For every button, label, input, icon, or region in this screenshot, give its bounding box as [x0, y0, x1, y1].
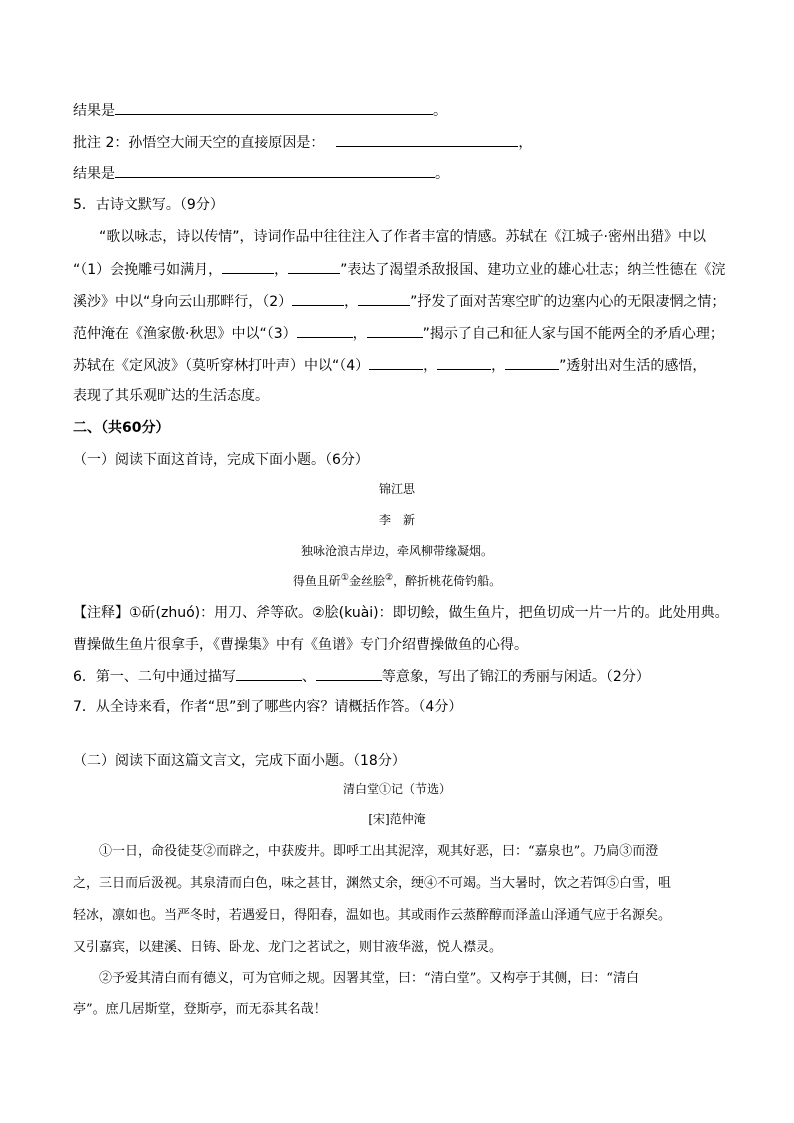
- text: “（1）会挽雕弓如满月，: [73, 262, 223, 278]
- q5-line-6: 表现了其乐观旷达的生活态度。: [73, 388, 269, 404]
- q5-line-1: “歌以咏志，诗以传情”，诗词作品中往往注入了作者丰富的情感。苏轼在《江城子·密州出猎》中以: [99, 229, 706, 245]
- result-line-1: [73, 100, 447, 121]
- answer-blank[interactable]: [505, 355, 559, 370]
- q6-line: [73, 666, 650, 687]
- prose-p1-line-4: 又引嘉宾，以建溪、日铸、卧龙、龙门之茗试之，则甘液华滋，悦人襟灵。: [73, 940, 503, 955]
- text: 得鱼且斫: [292, 574, 341, 588]
- prose-intro: （二）阅读下面这篇文言文，完成下面小题。（18分）: [73, 753, 406, 769]
- prose-title: 清白堂①记（节选）: [342, 782, 451, 796]
- punct: 。: [433, 103, 447, 119]
- poem-line-1: 独咏沧浪古岸边，牵风柳带缘凝烟。: [300, 544, 493, 558]
- q5-line-5: [73, 355, 706, 376]
- q5-line-4: [73, 323, 724, 344]
- result-label: 结果是: [73, 166, 115, 182]
- answer-blank[interactable]: [288, 259, 340, 274]
- text: ，醉折桃花倚钓船。: [393, 574, 502, 588]
- text: 6．第一、二句中通过描写: [73, 669, 236, 685]
- section-title: 二、（共60分）: [73, 420, 170, 436]
- poem-title: 锦江思: [378, 482, 415, 496]
- punct: 、: [301, 669, 316, 685]
- text: 苏轼在《定风波》（莫听穿林打叶声）中以“（4）: [73, 358, 370, 374]
- footnote-marker: ①: [340, 573, 349, 583]
- prose-p2-line-1: ②予爱其清白而有德义，可为官师之规。因署其堂，曰：“清白堂”。又构亭于其侧，曰：“清白: [99, 971, 639, 986]
- prose-p2-line-2: 亭”。庶几居斯堂，登斯亭，而无忝其名哉！: [73, 1002, 327, 1017]
- punct: ，: [423, 358, 438, 374]
- result-label: 结果是: [73, 103, 115, 119]
- poem-note-1: 【注释】①斫(zhuó)：用刀、斧等砍。②脍(kuài)：即切鲙，做生鱼片，把鱼切成一片一片的。此处用典。: [73, 605, 729, 621]
- answer-blank[interactable]: [367, 323, 423, 338]
- footnote-marker: ②: [385, 573, 394, 583]
- answer-blank[interactable]: [297, 323, 353, 338]
- prose-p1-line-1: ①一日，命役徒芟②而辟之，中获废井。即呼工出其泥滓，观其好恶，曰：“嘉泉也”。乃扃③而澄: [99, 844, 659, 859]
- q5-title: 5．古诗文默写。（9分）: [73, 197, 224, 213]
- punct: ，: [344, 294, 359, 310]
- note2-label: 批注 2：孙悟空大闹天空的直接原因是：: [73, 135, 325, 151]
- note2-line: [73, 132, 532, 153]
- poem-note-2: 曹操做生鱼片很拿手，《曹操集》中有《鱼谱》专门介绍曹操做鱼的心得。: [73, 637, 528, 653]
- answer-blank[interactable]: [336, 132, 518, 147]
- prose-p1-line-2: 之，三日而后汲视。其泉清而白色，味之甚甘，渊然丈余，绠④不可竭。当大暑时，饮之若饵⑤白雪，咀: [73, 876, 672, 891]
- prose-author: [宋]范仲淹: [368, 812, 426, 826]
- answer-blank[interactable]: [358, 291, 410, 306]
- q5-line-3: [73, 291, 725, 312]
- q7-line: 7．从全诗来看，作者“思”到了哪些内容？请概括作答。（4分）: [73, 699, 463, 715]
- answer-blank[interactable]: [292, 291, 344, 306]
- answer-blank[interactable]: [369, 355, 423, 370]
- text: 溪沙》中以“身向云山那畔行，（2）: [73, 294, 293, 310]
- result-line-2: [73, 163, 449, 184]
- text: 范仲淹在《渔家傲·秋思》中以“（3）: [73, 326, 297, 342]
- answer-blank[interactable]: [115, 100, 433, 115]
- poem-line-2: [0, 572, 794, 589]
- punct: 。: [435, 166, 449, 182]
- text: ”揭示了自己和征人家与国不能两全的矛盾心理；: [422, 326, 724, 342]
- text: 等意象，写出了锦江的秀丽与闲适。（2分）: [381, 669, 650, 685]
- answer-blank[interactable]: [222, 259, 274, 274]
- poem-author: 李 新: [378, 513, 415, 527]
- punct: ，: [491, 358, 506, 374]
- punct: ，: [274, 262, 289, 278]
- poem-intro: （一）阅读下面这首诗，完成下面小题。（6分）: [73, 452, 369, 468]
- answer-blank[interactable]: [236, 666, 302, 681]
- punct: ，: [518, 135, 533, 151]
- answer-blank[interactable]: [437, 355, 491, 370]
- text: 金丝脍: [348, 574, 385, 588]
- text: ”抒发了面对苦寒空旷的边塞内心的无限凄惘之情；: [410, 294, 726, 310]
- answer-blank[interactable]: [316, 666, 382, 681]
- text: ”表达了渴望杀敌报国、建功立业的雄心壮志；纳兰性德在《浣: [340, 262, 726, 278]
- text: ”透射出对生活的感悟，: [559, 358, 707, 374]
- q5-line-2: [73, 259, 725, 280]
- punct: ，: [352, 326, 367, 342]
- answer-blank[interactable]: [115, 163, 435, 178]
- prose-p1-line-3: 轻冰，凛如也。当严冬时，若遇爱日，得阳春，温如也。其或雨作云蒸醉醇而泽盖山泽通气应于名源矣。: [73, 908, 672, 923]
